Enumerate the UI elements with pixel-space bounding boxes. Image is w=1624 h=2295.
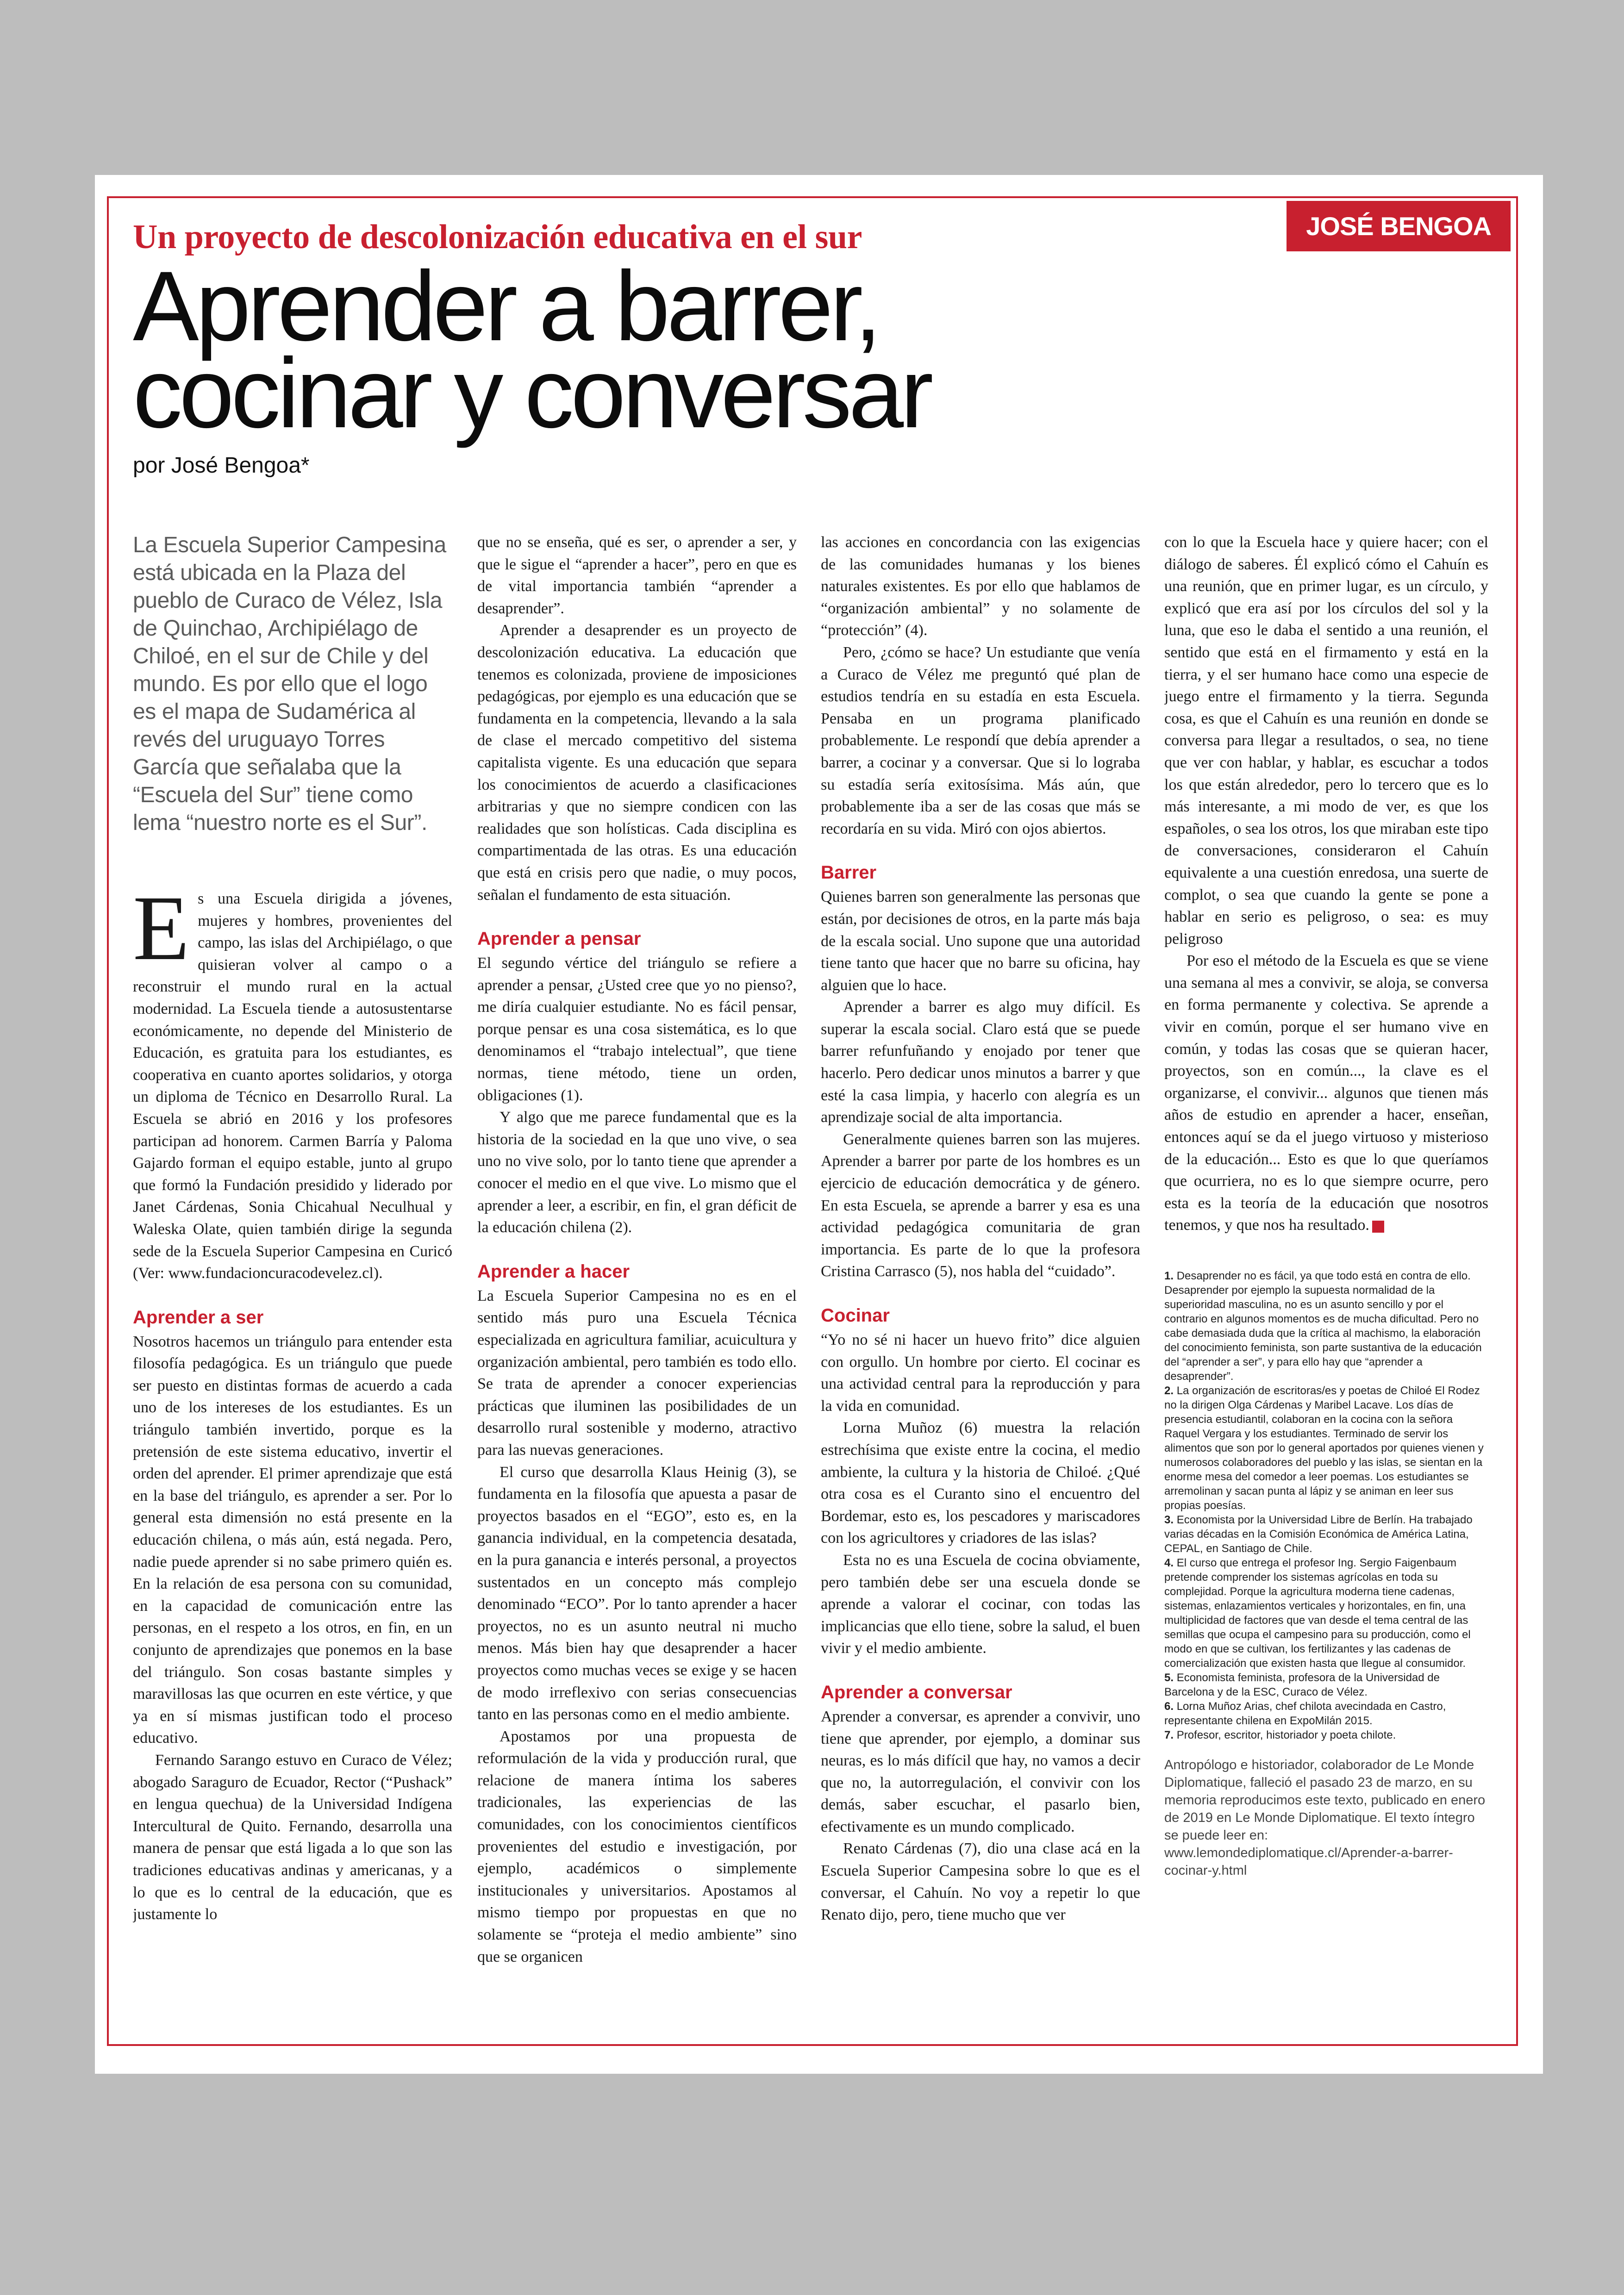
footnote-number: 2. [1164, 1384, 1174, 1397]
headline-line-2: cocinar y conversar [133, 338, 931, 449]
footnote [1164, 1728, 1488, 1742]
body-paragraph: “Yo no sé ni hacer un huevo frito” dice alguien con orgullo. Un hombre por cierto. El cocinar es una actividad central para la reproducción y para la vida en comunidad. [821, 1331, 1140, 1415]
footnote-number: 3. [1164, 1514, 1174, 1526]
article-kicker: Un proyecto de descolonización educativa en el sur [133, 218, 862, 256]
footnote-number: 1. [1164, 1270, 1174, 1282]
body-paragraph: Esta no es una Escuela de cocina obviamente, pero también debe ser una escuela donde se aprende a valorar el cocinar, con todas las implicancias que ello tiene, sobre la salud, el buen vivir y el medio ambiente. [821, 1551, 1140, 1657]
subheading-aprender-a-ser: Aprender a ser [133, 1307, 264, 1328]
footnotes [1164, 1269, 1488, 1742]
paragraph-text: Por eso el método de la Escuela es que se viene una semana al mes a convivir, se aloja, se conversa en forma permanente y colectiva. Se aprende a vivir en común, porque el ser humano vive en común, y todas las cosas que se quieran hacer, proyectos, son en común..., la clave es el organizarse, el convivir... algunos que tienen más años de estudio en aprender a hacer, enseñan, entonces aquí se da el juego virtuoso y misterioso de la educación... Esto es que lo que queríamos que ocurriera, no es lo que siempre ocurre, pero esta es la teoría de la educación que nosotros tenemos, y que nos ha resultado. [1164, 952, 1488, 1234]
subheading-aprender-a-hacer: Aprender a hacer [477, 1261, 630, 1282]
footnote-number: 4. [1164, 1557, 1174, 1569]
body-paragraph: El curso que desarrolla Klaus Heinig (3), se fundamenta en la filosofía que apuesta a pasar de proyectos basados en el “EGO”, esto es, en la ganancia individual, en la competencia desatada, en la pura ganancia e interés personal, a proyectos sustentados en un concepto más complejo denominado “ECO”. Por lo tanto aprender a hacer proyectos, no es un asunto neutral ni mucho menos. Más bien hay que desaprender a hacer proyectos como muchas veces se exige y se hacen de modo irreflexivo con serias consecuencias tanto en las personas como en el medio ambiente. [477, 1463, 797, 1723]
footnote-text: El curso que entrega el profesor Ing. Sergio Faigenbaum pretende comprender los sistemas agrícolas en toda su complejidad. Porque la agricultura moderna tiene cadenas, sistemas, enlazamientos verticales y horizontales, en fin, una multiplicidad de factores que van desde el tema central de las semillas que ocupa el campesino para su producción, como el modo en que se cultivan, los fertilizantes y las cadenas de comercialización que existen hasta que llegue al consumidor. [1164, 1557, 1471, 1670]
footnote [1164, 1671, 1488, 1699]
footnote-text: Profesor, escritor, historiador y poeta chilote. [1176, 1729, 1396, 1741]
footnote [1164, 1513, 1488, 1556]
headline-line-1: Aprender a barrer, [133, 251, 879, 362]
body-paragraph: Pero, ¿cómo se hace? Un estudiante que venía a Curaco de Vélez me preguntó qué plan de estudios tendría en su estadía en esta Escuela. Pensaba en un programa planificado probablemente. Le respondí que debía aprender a barrer, a cocinar y a conversar. Que si lo lograba su estadía sería exitosísima. Más aún, que probablemente iba a ser de las cosas que más se recordaría en su vida. Miró con ojos abiertos. [821, 643, 1140, 837]
footnote-text: Lorna Muñoz Arias, chef chilota avecindada en Castro, representante chilena en ExpoMilán 2015. [1164, 1700, 1446, 1727]
body-paragraph: Lorna Muñoz (6) muestra la relación estrechísima que existe entre la cocina, el medio ambiente, la cultura y la historia de Chiloé. ¿Qué otra cosa es el Curanto sino el encuentro del Bordemar, esto es, los pescadores y mariscadores con los agricultores y criadores de las islas? [821, 1419, 1140, 1547]
body-paragraph: Aprender a barrer es algo muy difícil. Es superar la escala social. Claro está que se puede barrer refunfuñando y enojado por tener que hacerlo. Pero dedicar unos minutos a barrer y que esté la casa limpia, y hacerlo con alegría es un aprendizaje social de alta importancia. [821, 998, 1140, 1126]
author-bio: Antropólogo e historiador, colaborador de Le Monde Diplomatique, falleció el pasado 23 de marzo, en su memoria reproducimos este texto, publicado en enero de 2019 en Le Monde Diplomatique. El texto íntegro se puede leer en: www.lemondediplomatique.cl/Aprender-a-barrer-cocinar-y.html [1164, 1758, 1486, 1878]
newspaper-page [95, 175, 1543, 2074]
body-paragraph: con lo que la Escuela hace y quiere hacer; con el diálogo de saberes. Él explicó cómo el Cahuín es una reunión, que en primer lugar, es un círculo, y explicó que era así por los círculos del sol y la luna, que eso le daba el sentido a una reunión, el sentido que está en el firmamento y está en la tierra, y el ser humano hace como una especie de juego entre el firmamento y la tierra. Segunda cosa, es que el Cahuín es una reunión en donde se conversa para llegar a resultados, o sea, no tiene que ver con hablar, y hablar, es escuchar a todos los que están alrededor, pero lo tercero que es lo más interesante, a mi modo de ver, es que los españoles, o sea los otros, los que miraban este tipo de conversaciones, consideraron el Cahuín equivalente a una cuestión enredosa, una suerte de complot, o sea que cuando la gente se pone a hablar en serio es peligroso, o sea: es muy peligroso [1164, 534, 1488, 948]
end-mark-icon [1372, 1221, 1384, 1233]
subheading-barrer: Barrer [821, 862, 877, 883]
footnote-number: 7. [1164, 1729, 1174, 1741]
body-paragraph: Aprender a desaprender es un proyecto de descolonización educativa. La educación que tenemos es colonizada, proviene de imposiciones pedagógicas, por ejemplo es una educación que se fundamenta en la competencia, llevando a la sala de clase el mercado competitivo del sistema capitalista vigente. Es una educación que separa los conocimientos de acuerdo a clasificaciones arbitrarias y que no siempre condicen con las realidades que son holísticas. Cada disciplina es compartimentada de las otras. Es una educación que está en crisis pero que nadie, o muy pocos, señalan el fundamento de esta situación. [477, 622, 797, 904]
body-paragraph: Fernando Sarango estuvo en Curaco de Vélez; abogado Saraguro de Ecuador, Rector (“Pushack” en lengua quechua) de la Universidad Indígena Intercultural de Quito. Fernando, desarrolla una manera de pensar que está ligada a lo que son las tradiciones educativas andinas y americanas, y a lo que es lo central de la educación, que es justamente lo [133, 1751, 452, 1923]
body-paragraph: La Escuela Superior Campesina no es en el sentido más puro una Escuela Técnica especializada en agricultura familiar, acuicultura y organización ambiental, pero también es todo ello. Se trata de aprender a conocer experiencias prácticas que iluminen las posibilidades de un desarrollo rural sostenible y moderno, atractivo para las nuevas generaciones. [477, 1287, 797, 1459]
column-1 [133, 531, 452, 2031]
body-paragraph: Nosotros hacemos un triángulo para entender esta filosofía pedagógica. Es un triángulo que puede ser puesto en distintas formas de acuerdo a cada uno de los intereses de los estudiantes. Es un triángulo también invertido, porque es la pretensión de este sistema educativo, invertir el orden del aprender. El primer aprendizaje que está en la base del triángulo, es aprender a ser. Por lo general esta dimensión no está presente en la educación chilena, o más aún, está negada. Pero, nadie puede aprender si no sabe primero quién es. En la relación de esa persona con su comunidad, en la capacidad de comunicación entre las personas, en el respeto a los otros, en fin, en un conjunto de aprendizajes que ponemos en la base del triángulo. Son cosas bastante simples y maravillosas las que ocurren en este vértice, y que ya en sí mismas justifican todo el proceso educativo. [133, 1333, 452, 1747]
subheading-aprender-a-pensar: Aprender a pensar [477, 929, 641, 949]
footnote-text: Economista por la Universidad Libre de Berlín. Ha trabajado varias décadas en la Comisión Económica de América Latina, CEPAL, en Santiago de Chile. [1164, 1514, 1473, 1555]
footnote-text: Desaprender no es fácil, ya que todo está en contra de ello. Desaprender por ejemplo la supuesta normalidad de la superioridad masculina, no es un asunto sencillo y por el contrario en algunos momentos es de mucha dificultad. Pero no cabe demasiada duda que la crítica al machismo, la elaboración del conocimiento feminista, son parte sustantiva de la educación del “aprender a ser”, y para ello hay que “aprender a desaprender”. [1164, 1270, 1482, 1383]
column-2 [477, 531, 797, 2031]
body-paragraph: El segundo vértice del triángulo se refiere a aprender a pensar, ¿Usted cree que yo no pienso?, me diría cualquier estudiante. No es fácil pensar, porque pensar es una cosa sistemática, es lo que denominamos el “trabajo intelectual”, que tiene normas, tiene método, tiene un orden, obligaciones (1). [477, 954, 797, 1104]
body-paragraph: Apostamos por una propuesta de reformulación de la vida y producción rural, que relacione de manera íntima los saberes tradicionales, las experiencias de las comunidades, con los conocimientos científicos provenientes del estudio e investigación, por ejemplo, académicos o simplemente institucionales y universitarios. Apostamos al mismo tiempo por propuestas en que no solamente se “proteja el medio ambiente” sino que se organicen [477, 1727, 797, 1965]
body-paragraph: las acciones en concordancia con las exigencias de las comunidades humanas y los bienes naturales existentes. Es por ello que hablamos de “organización ambiental” y no solamente de “protección” (4). [821, 534, 1140, 639]
column-4 [1164, 531, 1488, 2031]
column-3 [821, 531, 1140, 2031]
footnote-number: 5. [1164, 1671, 1174, 1684]
body-paragraph [133, 877, 452, 1285]
body-paragraph: que no se enseña, qué es ser, o aprender a ser, y que le sigue el “aprender a hacer”, pero en que es de vital importancia también “aprender a desaprender”. [477, 534, 797, 617]
subheading-aprender-a-conversar: Aprender a conversar [821, 1682, 1012, 1703]
article-headline [133, 251, 1244, 449]
footnote [1164, 1699, 1488, 1728]
footnote-text: Economista feminista, profesora de la Universidad de Barcelona y de la ESC, Curaco de Vélez. [1164, 1671, 1440, 1698]
footnote-number: 6. [1164, 1700, 1174, 1713]
footnote [1164, 1269, 1488, 1384]
subheading-cocinar: Cocinar [821, 1305, 890, 1326]
footnote-text: La organización de escritoras/es y poetas de Chiloé El Rodez no la dirigen Olga Cárdenas y Maribel Lacave. Los días de presencia estudiantil, colaboran en la cocina con la señora Raquel Vergara y los estudiantes. Terminado de servir los alimentos que son por lo general aportados por quienes vienen y numerosos colaboradores del pueblo y las islas, se sientan en la enorme mesa del comedor a leer poemas. Los estudiantes se arremolinan y sacan punta al lápiz y se animan en leer sus propias poesías. [1164, 1384, 1484, 1512]
paragraph-text: s una Escuela dirigida a jóvenes, mujeres y hombres, provenientes del campo, las islas del Archipiélago, o que quisieran volver al campo o a reconstruir el mundo rural en la actual modernidad. La Escuela tiende a autosustentarse económicamente, no depende del Ministerio de Educación, es gratuita para los estudiantes, es cooperativa en cuanto aportes solidarios, y otorga un diploma de Técnico en Desarrollo Rural. La Escuela se abrió en 2016 y los profesores participan ad honorem. Carmen Barría y Paloma Gajardo forman el equipo estable, junto al grupo que formó la Fundación presidido y liderado por Janet Cárdenas, Sonia Chicahual Neculhual y Waleska Olate, quien también dirige la segunda sede de la Escuela Superior Campesina en Curicó (Ver: www.fundacioncuracodevelez.cl). [133, 890, 452, 1282]
footnote [1164, 1556, 1488, 1671]
body-paragraph: Renato Cárdenas (7), dio una clase acá en la Escuela Superior Campesina sobre lo que es el conversar, el Cahuín. No voy a repetir lo que Renato dijo, pero, tiene mucho que ver [821, 1840, 1140, 1924]
body-paragraph: Aprender a conversar, es aprender a convivir, uno tiene que aprender, por ejemplo, a dominar sus neuras, es lo más difícil que hay, no vamos a decir que no, la autorregulación, el convivir con los demás, saber escuchar, el pasarlo bien, efectivamente es un mundo complicado. [821, 1708, 1140, 1835]
body-paragraph: Y algo que me parece fundamental que es la historia de la sociedad en la que uno vive, o sea uno no vive solo, por lo tanto tiene que aprender a conocer el medio en el que vive. Lo mismo que el aprender a leer, a escribir, en fin, el gran déficit de la educación chilena (2). [477, 1109, 797, 1236]
footnote [1164, 1384, 1488, 1513]
byline: por José Bengoa* [133, 453, 310, 478]
lead-paragraph: La Escuela Superior Campesina está ubicada en la Plaza del pueblo de Curaco de Vélez, Isla de Quinchao, Archipiélago de Chiloé, en el sur de Chile y del mundo. Es por ello que el logo es el mapa de Sudamérica al revés del uruguayo Torres García que señalaba que la “Escuela del Sur” tiene como lema “nuestro norte es el Sur”. [133, 533, 446, 835]
drop-cap: E [133, 877, 190, 979]
body-paragraph: Quienes barren son generalmente las personas que están, por decisiones de otros, en la parte más baja de la escala social. Uno supone que una autoridad tiene tanto que hacer que no barre su oficina, hay alguien que lo hace. [821, 888, 1140, 994]
body-paragraph: Generalmente quienes barren son las mujeres. Aprender a barrer por parte de los hombres es un ejercicio de educación democrática y de género. En esta Escuela, se aprende a barrer y esa es una actividad pedagógica comunitaria de gran importancia. Es parte de lo que la profesora Cristina Carrasco (5), nos habla del “cuidado”. [821, 1130, 1140, 1280]
author-badge: JOSÉ BENGOA [1287, 201, 1511, 251]
body-paragraph [1164, 950, 1488, 1236]
